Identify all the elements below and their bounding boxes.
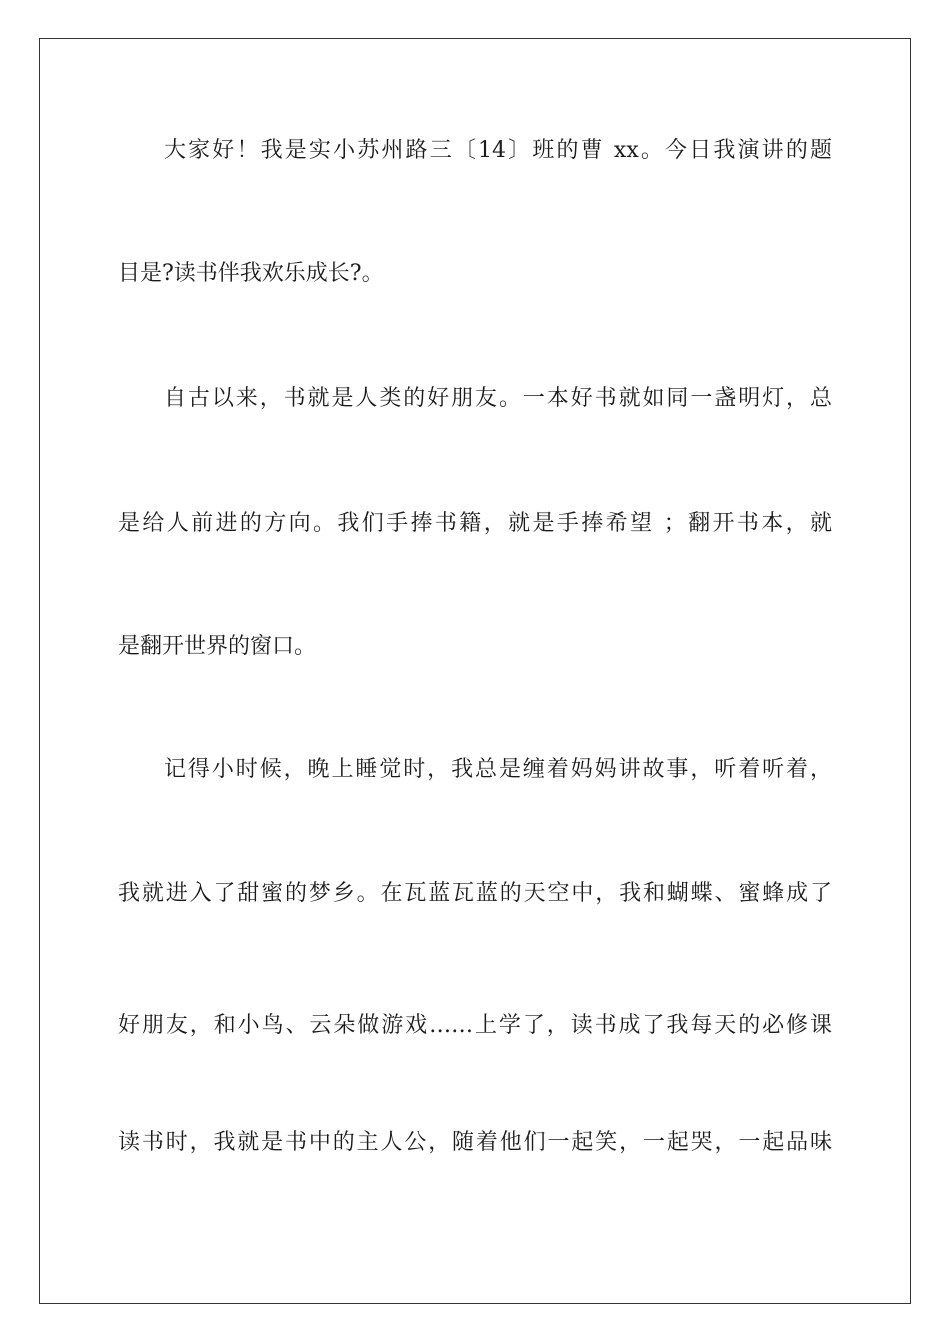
text-line-2: 目是?读书伴我欢乐成长?。	[118, 261, 384, 286]
text-line-4: 是给人前进的方向。我们手捧书籍，就是手捧希望 ；翻开书本，就	[118, 511, 832, 536]
page-border	[39, 38, 911, 1304]
text-line-3: 自古以来，书就是人类的好朋友。一本好书就如同一盏明灯，总	[164, 386, 832, 411]
text-line-1: 大家好！我是实小苏州路三〔14〕班的曹 xx。今日我演讲的题	[164, 138, 832, 163]
text-line-6: 记得小时候，晚上睡觉时，我总是缠着妈妈讲故事，听着听着，	[164, 757, 832, 782]
text-line-5: 是翻开世界的窗口。	[118, 634, 317, 659]
text-line-7: 我就进入了甜蜜的梦乡。在瓦蓝瓦蓝的天空中，我和蝴蝶、蜜蜂成了	[118, 881, 832, 906]
text-line-8: 好朋友，和小鸟、云朵做游戏……上学了，读书成了我每天的必修课	[118, 1013, 832, 1038]
text-line-9: 读书时，我就是书中的主人公，随着他们一起笑，一起哭，一起品味	[118, 1130, 832, 1155]
